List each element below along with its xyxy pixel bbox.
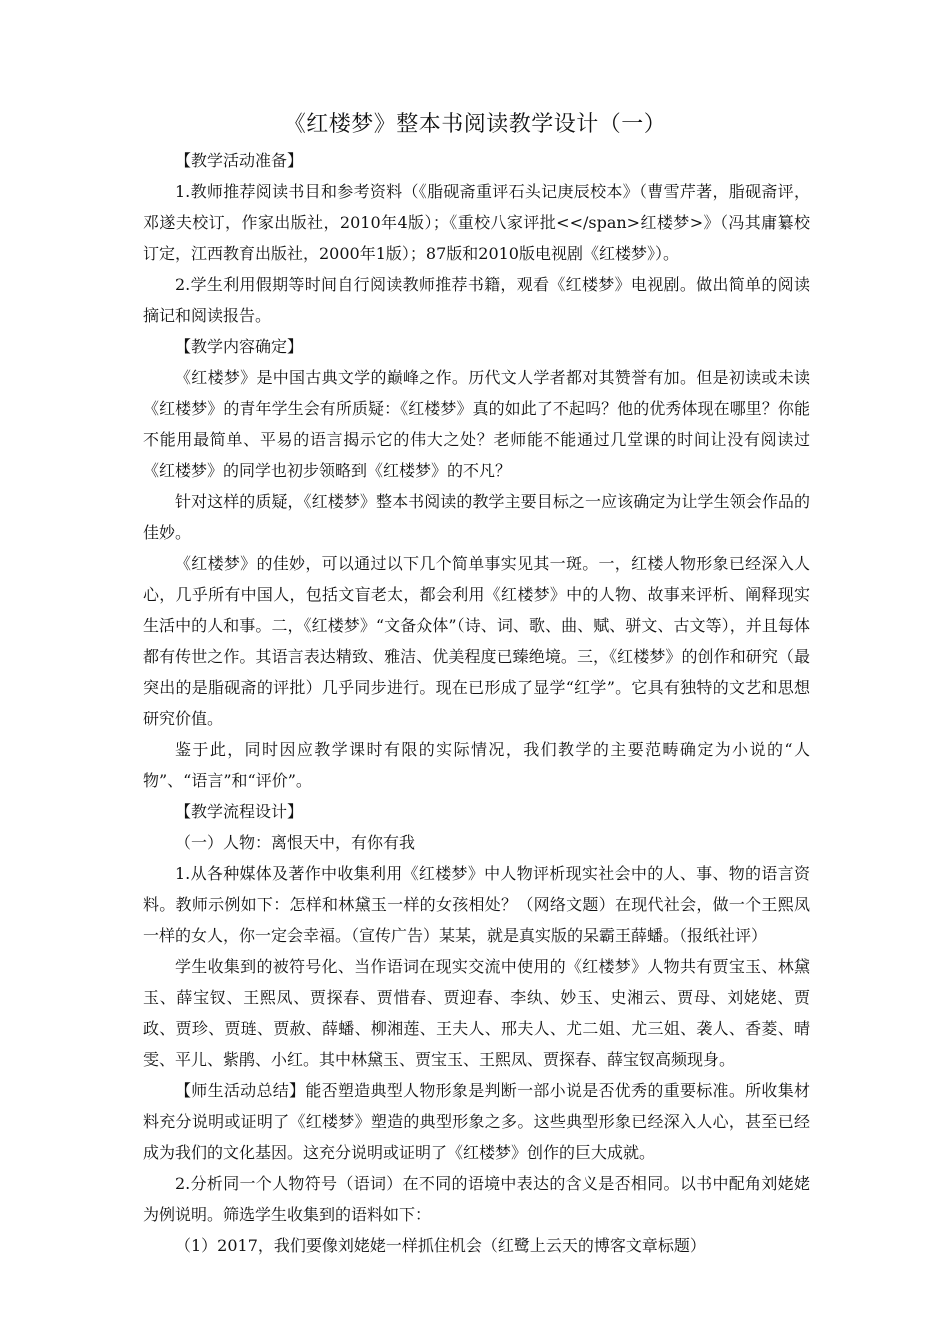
- paragraph: 《红楼梦》的佳妙，可以通过以下几个简单事实见其一斑。一，红楼人物形象已经深入人心，几乎所有中国人，包括文盲老太，都会利用《红楼梦》中的人物、故事来评析、阐释现实生活中的人和事。二，《红楼梦》“文备众体”（诗、词、歌、曲、赋、骈文、古文等），并且每体都有传世之作。其语言表达精致、雅洁、优美程度已臻绝境。三，《红楼梦》的创作和研究（最突出的是脂砚斋的评批）几乎同步进行。现在已形成了显学“红学”。它具有独特的文艺和思想研究价值。: [143, 554, 810, 728]
- subsection-heading: （一）人物：离恨天中，有你有我: [175, 833, 416, 852]
- document-title: 《红楼梦》整本书阅读教学设计（一）: [283, 112, 667, 137]
- paragraph: 2.分析同一个人物符号（语词）在不同的语境中表达的含义是否相同。以书中配角刘姥姥为例说明。筛选学生收集到的语料如下：: [143, 1174, 810, 1224]
- section-heading-content: 【教学内容确定】: [175, 337, 304, 356]
- paragraph: 学生收集到的被符号化、当作语词在现实交流中使用的《红楼梦》人物共有贾宝玉、林黛玉、薛宝钗、王熙凤、贾探春、贾惜春、贾迎春、李纨、妙玉、史湘云、贾母、刘姥姥、贾政、贾珍、贾琏、贾赦、薛蟠、柳湘莲、王夫人、邢夫人、尤二姐、尤三姐、袭人、香菱、晴雯、平儿、紫鹃、小红。其中林黛玉、贾宝玉、王熙凤、贾探春、薛宝钗高频现身。: [143, 957, 810, 1069]
- paragraph: （1）2017，我们要像刘姥姥一样抓住机会（红鹭上云天的博客文章标题）: [175, 1236, 706, 1255]
- paragraph: 2.学生利用假期等时间自行阅读教师推荐书籍，观看《红楼梦》电视剧。做出简单的阅读摘记和阅读报告。: [143, 275, 810, 325]
- paragraph: 1.从各种媒体及著作中收集利用《红楼梦》中人物评析现实社会中的人、事、物的语言资料。教师示例如下：怎样和林黛玉一样的女孩相处？（网络文题）在现代社会，做一个王熙凤一样的女人，你一定会幸福。（宣传广告）某某，就是真实版的呆霸王薛蟠。（报纸社评）: [143, 864, 810, 945]
- paragraph: 1.教师推荐阅读书目和参考资料（《脂砚斋重评石头记庚辰校本》（曹雪芹著，脂砚斋评，邓遂夫校订，作家出版社，2010年4版）；《重校八家评批<</span>红楼梦>》（冯其庸纂校订定，江西教育出版社，2000年1版）；87版和2010版电视剧《红楼梦》）。: [143, 182, 810, 263]
- paragraph: 《红楼梦》是中国古典文学的巅峰之作。历代文人学者都对其赞誉有加。但是初读或未读《红楼梦》的青年学生会有所质疑：《红楼梦》真的如此了不起吗？他的优秀体现在哪里？你能不能用最简单、平易的语言揭示它的伟大之处？老师能不能通过几堂课的时间让没有阅读过《红楼梦》的同学也初步领略到《红楼梦》的不凡？: [143, 368, 810, 480]
- paragraph: 鉴于此，同时因应教学课时有限的实际情况，我们教学的主要范畴确定为小说的“人物”、“语言”和“评价”。: [143, 740, 810, 790]
- section-heading-preparation: 【教学活动准备】: [175, 151, 304, 170]
- paragraph: 针对这样的质疑，《红楼梦》整本书阅读的教学主要目标之一应该确定为让学生领会作品的佳妙。: [143, 492, 810, 542]
- document-body: [143, 145, 810, 1261]
- paragraph: 【师生活动总结】能否塑造典型人物形象是判断一部小说是否优秀的重要标准。所收集材料充分说明或证明了《红楼梦》塑造的典型形象之多。这些典型形象已经深入人心，甚至已经成为我们的文化基因。这充分说明或证明了《红楼梦》创作的巨大成就。: [143, 1081, 810, 1162]
- section-heading-process: 【教学流程设计】: [175, 802, 304, 821]
